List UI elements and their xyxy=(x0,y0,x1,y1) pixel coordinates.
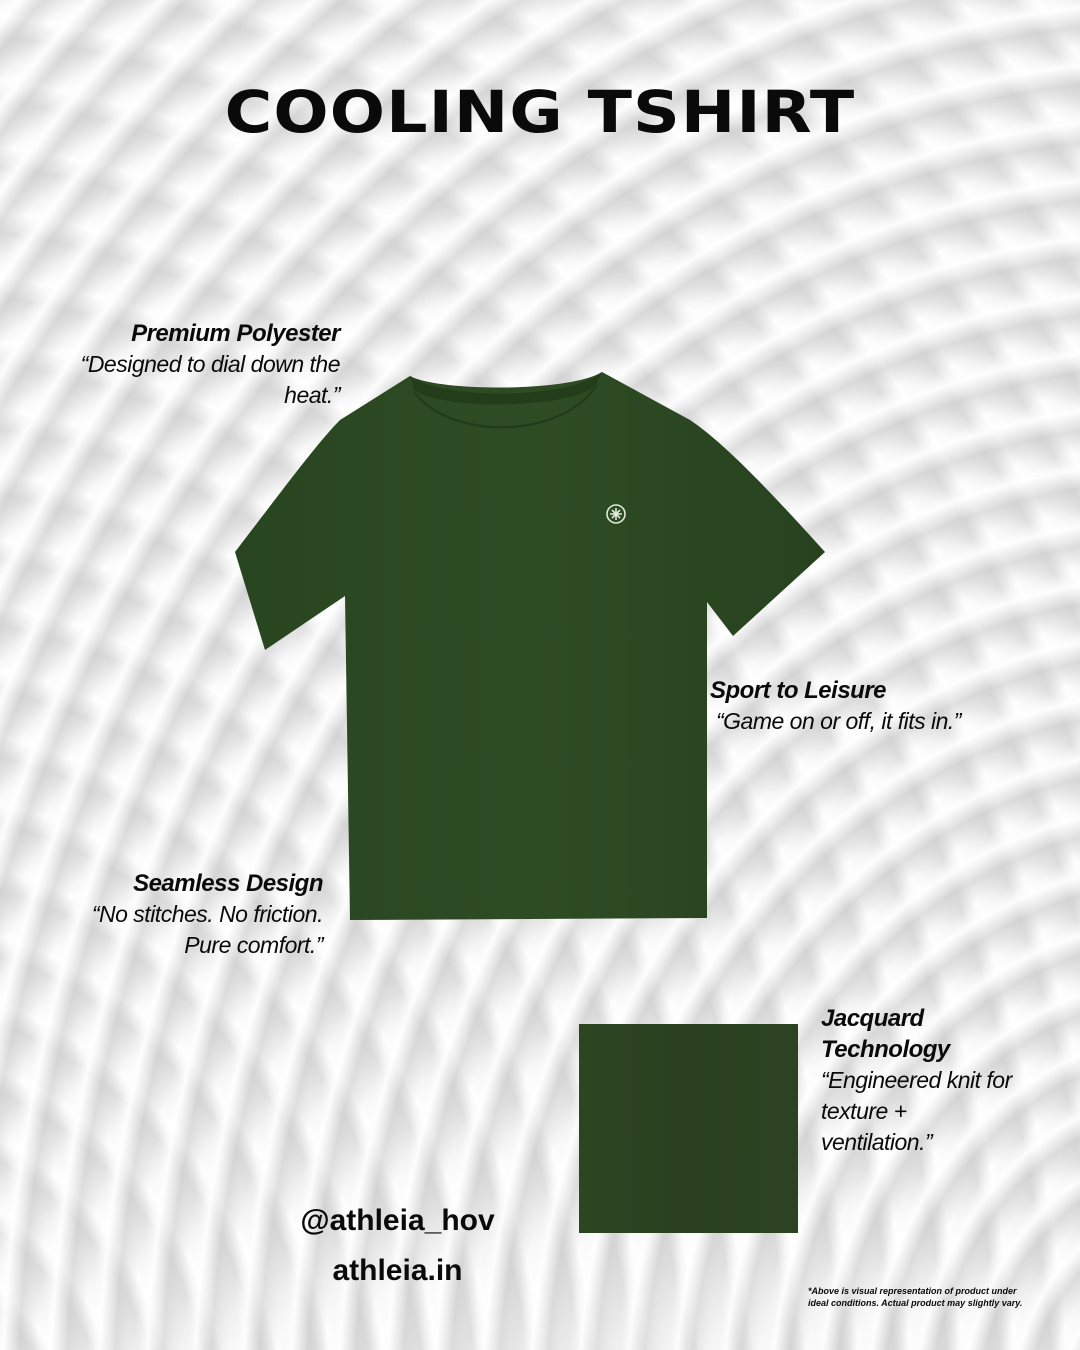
feature-seamless-design xyxy=(60,868,323,961)
feature-quote: “Game on or off, it fits in.” xyxy=(716,708,961,734)
feature-premium-polyester xyxy=(40,318,340,411)
social-block xyxy=(260,1196,535,1296)
instagram-handle[interactable]: @athleia_hov xyxy=(300,1204,495,1237)
tshirt-body xyxy=(235,372,825,920)
page-title: COOLING TSHIRT xyxy=(224,78,856,146)
feature-title: Seamless Design xyxy=(133,870,323,897)
feature-quote: “Designed to dial down the heat.” xyxy=(80,351,340,408)
fabric-swatch xyxy=(579,1024,798,1233)
feature-title: Sport to Leisure xyxy=(710,677,887,704)
feature-quote: “No stitches. No friction. Pure comfort.” xyxy=(91,901,323,958)
disclaimer: *Above is visual representation of product under ideal conditions. Actual product may slightly vary. xyxy=(808,1286,1023,1308)
feature-title: Premium Polyester xyxy=(131,320,340,347)
website-link[interactable]: athleia.in xyxy=(332,1254,463,1287)
feature-title: Jacquard Technology xyxy=(821,1005,950,1063)
feature-sport-to-leisure xyxy=(710,675,1030,737)
feature-quote: “Engineered knit for texture + ventilation.” xyxy=(821,1067,1012,1155)
feature-jacquard-technology xyxy=(821,1003,1021,1158)
